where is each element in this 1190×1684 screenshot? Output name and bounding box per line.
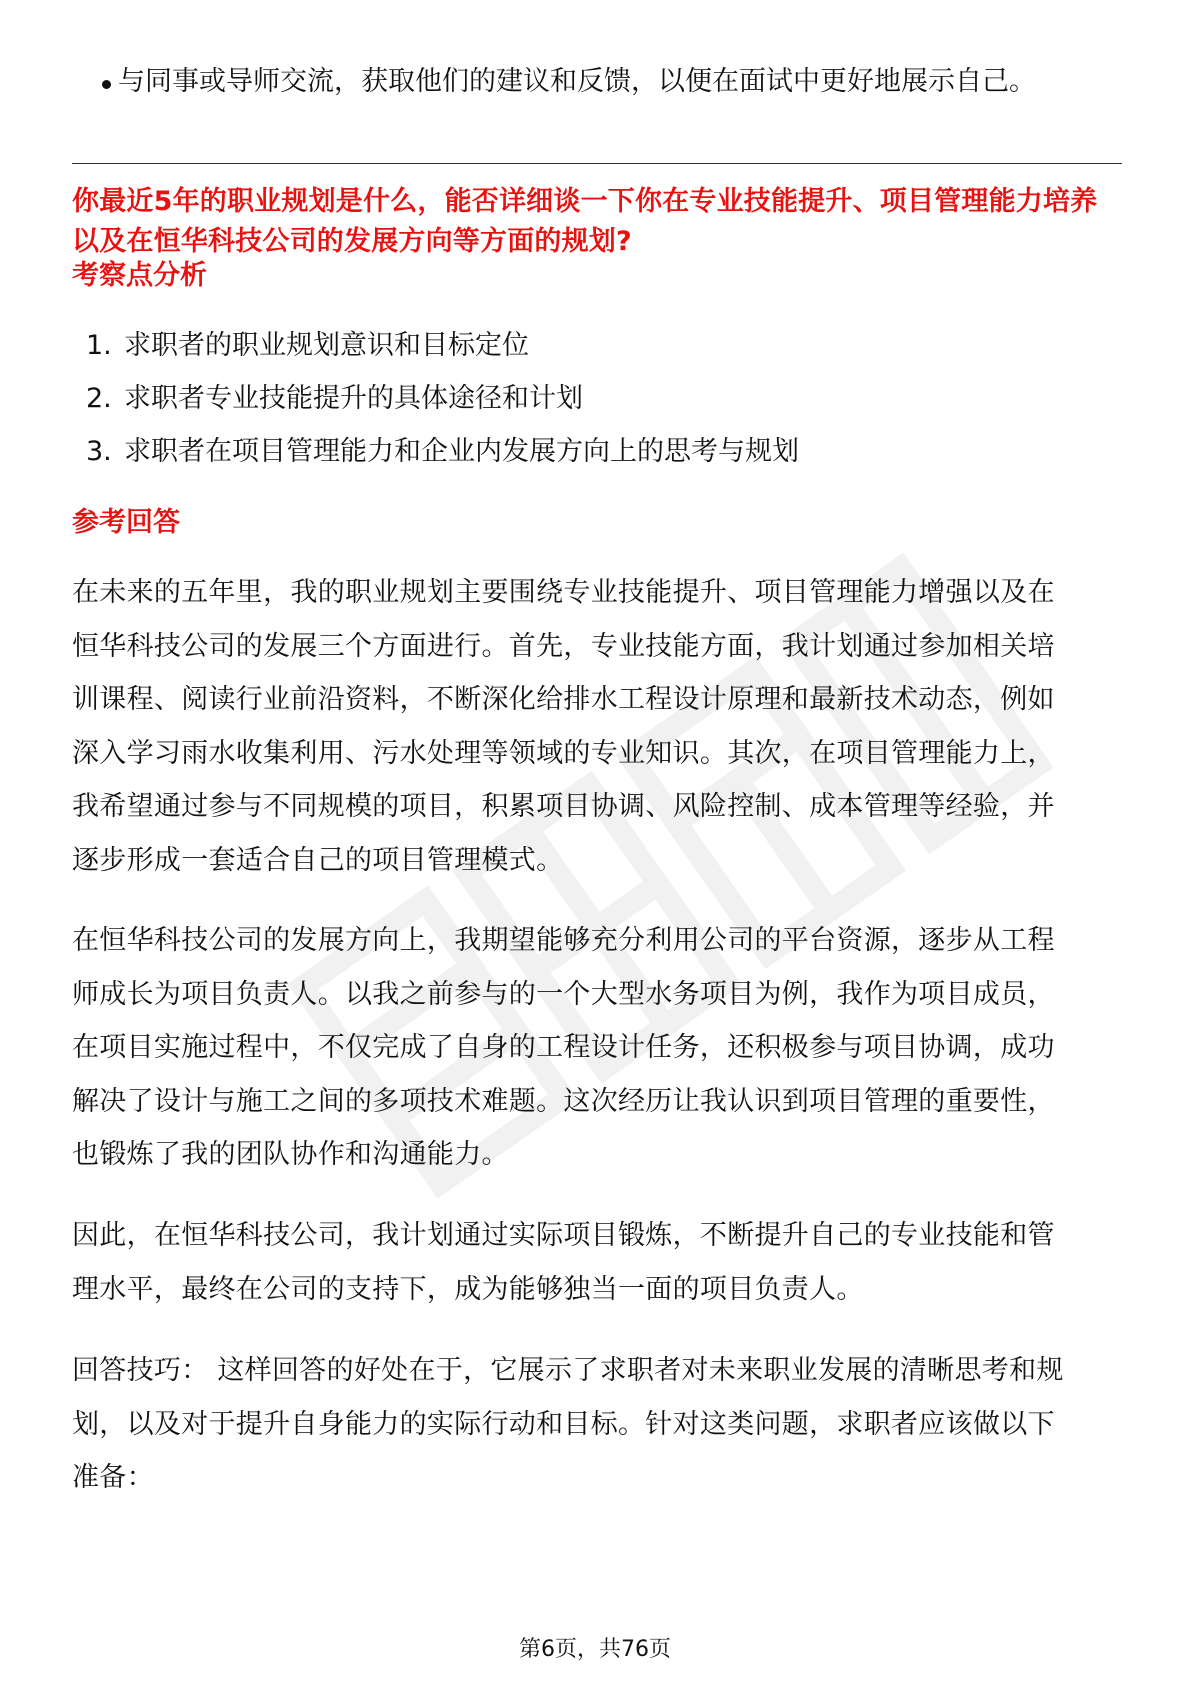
answer-heading: 参考回答 (72, 507, 180, 538)
paragraph-line: 师成长为项目负责人。以我之前参与的一个大型水务项目为例，我作为项目成员， (72, 978, 1055, 1010)
paragraph-line: 也锻炼了我的团队协作和沟通能力。 (72, 1139, 509, 1170)
paragraph-line: 因此，在恒华科技公司，我计划通过实际项目锻炼，不断提升自己的专业技能和管 (72, 1220, 1055, 1251)
answer-paragraph-1 (72, 566, 1122, 887)
answer-tips-paragraph (72, 1344, 1122, 1505)
paragraph-line: 回答技巧： 这样回答的好处在于，它展示了求职者对未来职业发展的清晰思考和规 (72, 1355, 1064, 1386)
page-number: 第6页，共76页 (519, 1637, 671, 1662)
analysis-item-number: 2. (86, 383, 112, 414)
answer-paragraph-2 (72, 914, 1122, 1182)
paragraph-line: 划，以及对于提升自身能力的实际行动和目标。针对这类问题，求职者应该做以下 (72, 1408, 1055, 1440)
paragraph-line: 逐步形成一套适合自己的项目管理模式。 (72, 844, 564, 876)
paragraph-line: 在项目实施过程中，不仅完成了自身的工程设计任务，还积极参与项目协调，成功 (72, 1032, 1055, 1063)
analysis-item-text: 求职者的职业规划意识和目标定位 (124, 330, 529, 361)
question-title: 你最近5年的职业规划是什么，能否详细谈一下你在专业技能提升、项目管理能力培养以及在恒华科技公司的发展方向等方面的规划? (72, 186, 1098, 257)
analysis-item-text: 求职者在项目管理能力和企业内发展方向上的思考与规划 (124, 436, 799, 467)
paragraph-line: 在未来的五年里，我的职业规划主要围绕专业技能提升、项目管理能力增强以及在 (72, 577, 1055, 608)
bullet-item: 与同事或导师交流，获取他们的建议和反馈，以便在面试中更好地展示自己。 (118, 66, 1036, 97)
analysis-item (86, 326, 529, 366)
analysis-item (86, 432, 799, 472)
analysis-item-number: 3. (86, 436, 112, 467)
analysis-item-text: 求职者专业技能提升的具体途径和计划 (124, 383, 583, 414)
paragraph-line: 深入学习雨水收集利用、污水处理等领域的专业知识。其次，在项目管理能力上， (72, 737, 1055, 769)
paragraph-line: 理水平，最终在公司的支持下，成为能够独当一面的项目负责人。 (72, 1273, 864, 1305)
analysis-item-number: 1. (86, 330, 112, 361)
analysis-heading: 考察点分析 (72, 260, 207, 291)
paragraph-line: 准备： (72, 1462, 154, 1493)
paragraph-line: 解决了设计与施工之间的多项技术难题。这次经历让我认识到项目管理的重要性， (72, 1085, 1055, 1117)
paragraph-line: 在恒华科技公司的发展方向上，我期望能够充分利用公司的平台资源，逐步从工程 (72, 925, 1055, 956)
bullet-dot (102, 80, 111, 89)
analysis-item (86, 379, 583, 419)
answer-paragraph-3 (72, 1209, 1122, 1316)
paragraph-line: 恒华科技公司的发展三个方面进行。首先，专业技能方面，我计划通过参加相关培 (72, 630, 1055, 662)
paragraph-line: 我希望通过参与不同规模的项目，积累项目协调、风险控制、成本管理等经验，并 (72, 791, 1055, 822)
paragraph-line: 训课程、阅读行业前沿资料，不断深化给排水工程设计原理和最新技术动态，例如 (72, 684, 1055, 715)
section-divider (72, 163, 1122, 164)
